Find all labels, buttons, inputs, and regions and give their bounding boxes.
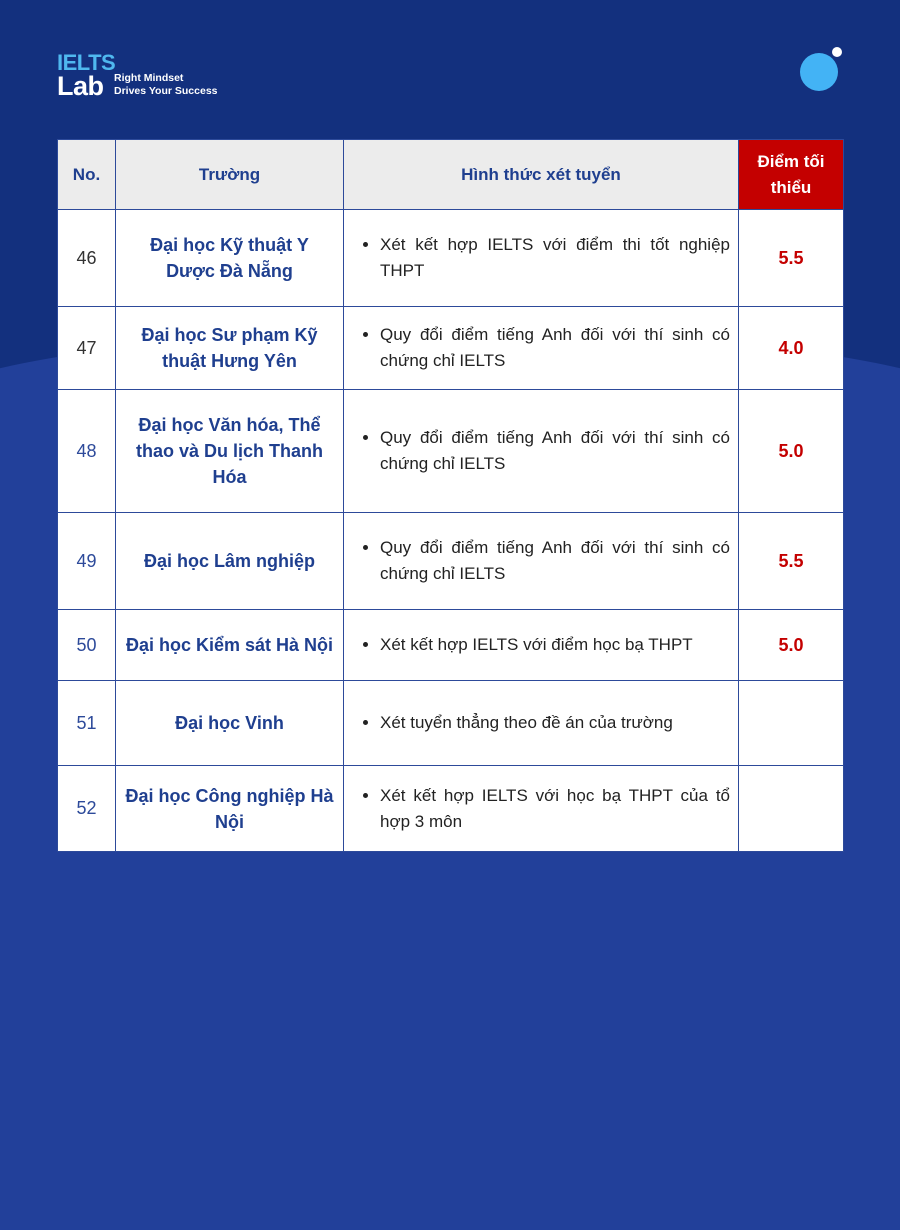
table-row (58, 766, 844, 852)
min-score (739, 766, 844, 852)
admission-method (344, 766, 739, 852)
logo-ielts-text: IELTS (57, 50, 116, 75)
method-bullet: • Xét tuyển thẳng theo đề án của trường (380, 710, 730, 736)
admission-method (344, 210, 739, 307)
header-no: No. (58, 140, 116, 210)
row-number: 51 (58, 681, 116, 766)
admissions-table (57, 139, 844, 852)
school-name: Đại học Kỹ thuật Y Dược Đà Nẵng (116, 210, 344, 307)
admission-method (344, 307, 739, 390)
table-header-row (58, 140, 844, 210)
decorative-dot-icon (832, 47, 842, 57)
logo-lab-text: Lab (57, 71, 104, 101)
tagline-line-2: Drives Your Success (114, 85, 218, 97)
row-number: 47 (58, 307, 116, 390)
header-method: Hình thức xét tuyển (344, 140, 739, 210)
school-name: Đại học Kiểm sát Hà Nội (116, 610, 344, 681)
method-bullet: • Quy đổi điểm tiếng Anh đối với thí sinh có chứng chỉ IELTS (380, 322, 730, 374)
method-bullet: • Xét kết hợp IELTS với điểm thi tốt nghiệp THPT (380, 232, 730, 284)
brand-logo[interactable] (57, 50, 218, 101)
row-number: 50 (58, 610, 116, 681)
tagline-line-1: Right Mindset (114, 72, 184, 84)
row-number: 46 (58, 210, 116, 307)
min-score: 5.0 (739, 390, 844, 513)
admission-method (344, 681, 739, 766)
min-score (739, 681, 844, 766)
method-bullet: • Quy đổi điểm tiếng Anh đối với thí sinh có chứng chỉ IELTS (380, 535, 730, 587)
admission-method (344, 390, 739, 513)
school-name: Đại học Công nghiệp Hà Nội (116, 766, 344, 852)
method-bullet: • Xét kết hợp IELTS với điểm học bạ THPT (380, 632, 730, 658)
school-name: Đại học Lâm nghiệp (116, 513, 344, 610)
table-row (58, 681, 844, 766)
method-bullet: • Quy đổi điểm tiếng Anh đối với thí sinh có chứng chỉ IELTS (380, 425, 730, 477)
decorative-circle-icon (800, 53, 838, 91)
school-name: Đại học Sư phạm Kỹ thuật Hưng Yên (116, 307, 344, 390)
school-name: Đại học Vinh (116, 681, 344, 766)
brand-tagline (114, 72, 218, 98)
min-score: 5.5 (739, 210, 844, 307)
header-min-score: Điểm tối thiểu (739, 140, 844, 210)
row-number: 52 (58, 766, 116, 852)
row-number: 49 (58, 513, 116, 610)
table-row (58, 513, 844, 610)
table-row (58, 610, 844, 681)
min-score: 5.0 (739, 610, 844, 681)
row-number: 48 (58, 390, 116, 513)
method-bullet: • Xét kết hợp IELTS với học bạ THPT của tổ hợp 3 môn (380, 783, 730, 835)
min-score: 4.0 (739, 307, 844, 390)
table-row (58, 307, 844, 390)
admission-method (344, 610, 739, 681)
admission-method (344, 513, 739, 610)
min-score: 5.5 (739, 513, 844, 610)
table-row (58, 390, 844, 513)
school-name: Đại học Văn hóa, Thể thao và Du lịch Thanh Hóa (116, 390, 344, 513)
table-row (58, 210, 844, 307)
header-school: Trường (116, 140, 344, 210)
